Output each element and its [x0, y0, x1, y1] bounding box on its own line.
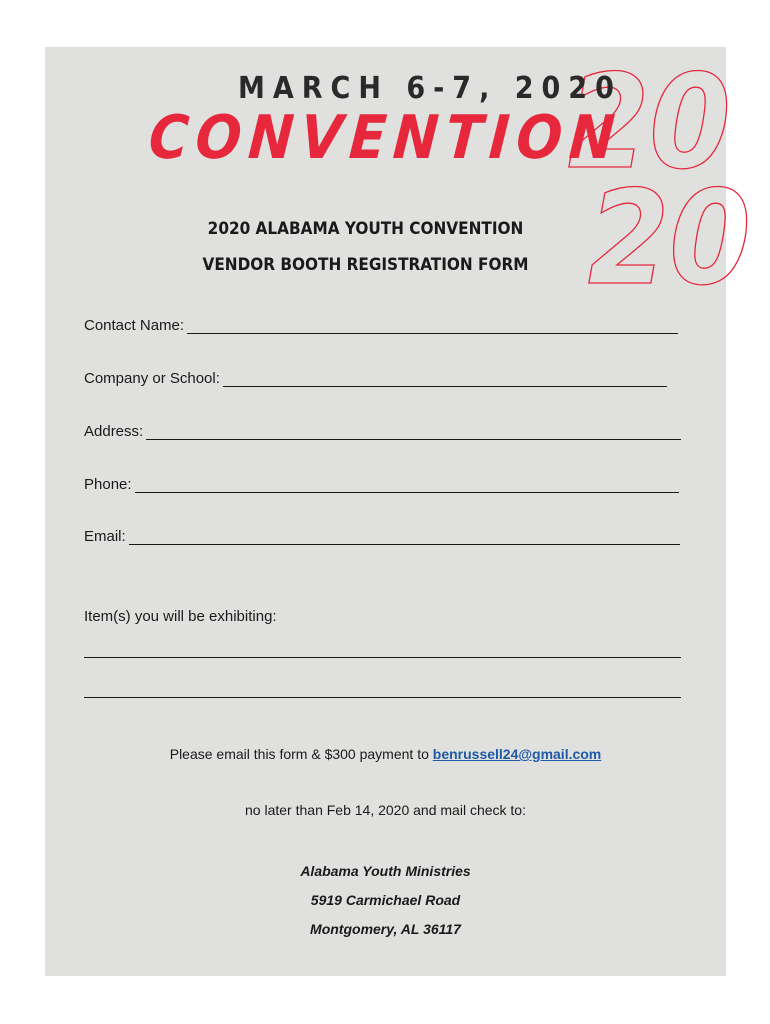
email-link[interactable]: benrussell24@gmail.com	[432, 746, 602, 762]
event-dates: MARCH 6-7, 2020	[238, 71, 622, 106]
company-line[interactable]	[223, 372, 667, 387]
email-line[interactable]	[129, 530, 680, 545]
email-instruction	[45, 746, 726, 762]
items-label	[84, 608, 277, 625]
form-title-line-2: VENDOR BOOTH REGISTRATION FORM	[202, 255, 529, 275]
deadline-instruction: no later than Feb 14, 2020 and mail check to:	[245, 802, 526, 818]
contact-name-label: Contact Name:	[84, 317, 185, 334]
contact-name-line[interactable]	[187, 319, 678, 334]
items-line-1[interactable]	[84, 657, 681, 658]
mailing-street: 5919 Carmichael Road	[310, 892, 461, 908]
svg-text:20: 20	[568, 46, 731, 198]
phone-label: Phone:	[84, 476, 132, 493]
mailing-name: Alabama Youth Ministries	[300, 863, 471, 879]
address-label: Address:	[84, 423, 144, 440]
email-field[interactable]	[84, 528, 680, 545]
company-label: Company or School:	[84, 370, 220, 387]
mailing-city: Montgomery, AL 36117	[310, 921, 461, 937]
contact-name-field[interactable]	[84, 317, 678, 334]
items-label-text: Item(s) you will be exhibiting:	[84, 608, 277, 625]
company-field[interactable]	[84, 370, 667, 387]
items-line-2[interactable]	[84, 697, 681, 698]
address-line[interactable]	[146, 425, 681, 440]
phone-line[interactable]	[135, 478, 679, 493]
email-instruction-text: Please email this form & $300 payment to	[169, 746, 429, 762]
form-page	[45, 46, 751, 976]
address-field[interactable]	[84, 423, 681, 440]
phone-field[interactable]	[84, 476, 679, 493]
form-title-line-1: 2020 ALABAMA YOUTH CONVENTION	[207, 219, 524, 239]
email-label: Email:	[84, 528, 126, 545]
convention-heading: CONVENTION	[146, 103, 624, 173]
svg-text:20: 20	[588, 162, 751, 314]
